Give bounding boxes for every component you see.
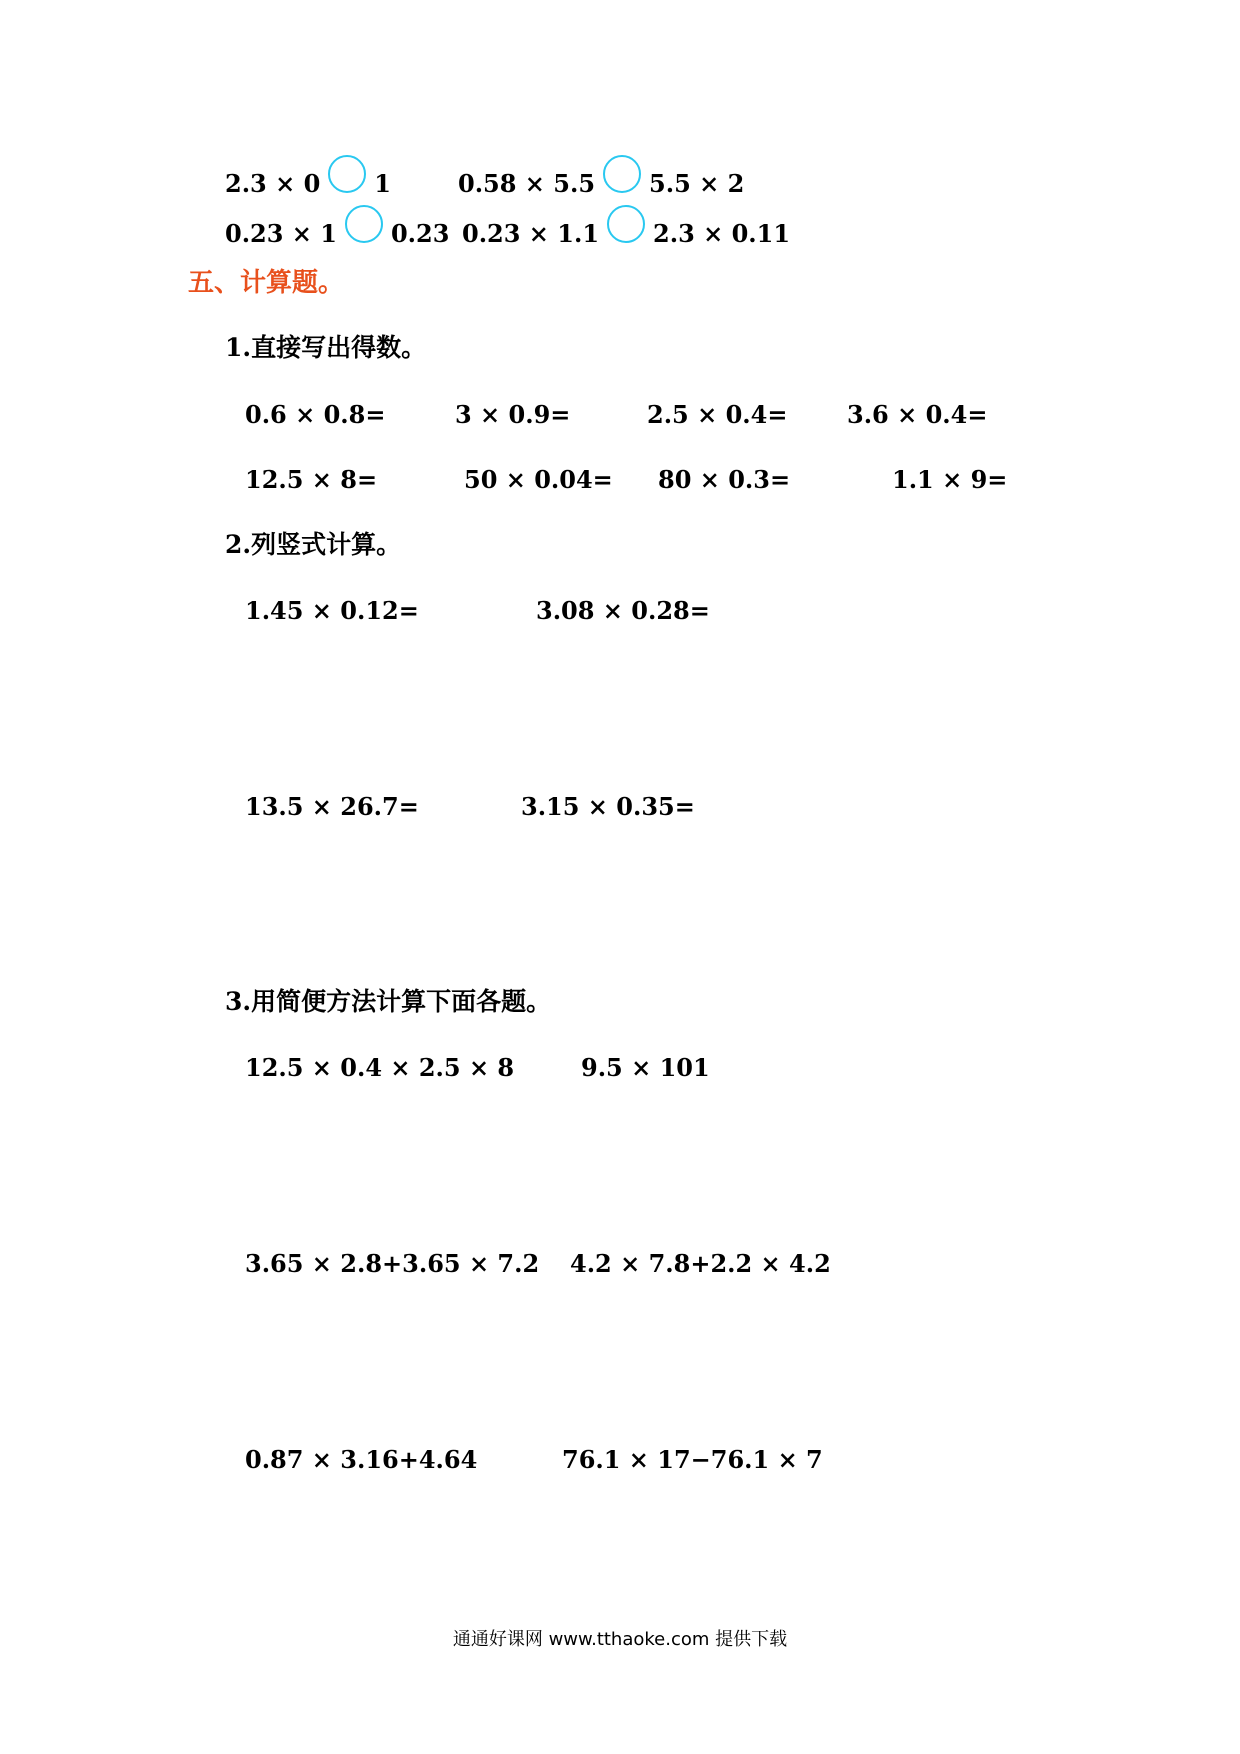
comparison-right: 1 (374, 169, 391, 198)
problem-item: 12.5 × 8= (245, 465, 378, 494)
problem-item: 0.6 × 0.8= (245, 400, 386, 429)
problem-item: 3.65 × 2.8+3.65 × 7.2 (245, 1249, 540, 1278)
blank-circle-icon[interactable] (607, 205, 645, 243)
comparison-row (458, 165, 744, 203)
question-1-title: 1.直接写出得数。 (225, 333, 427, 362)
problem-item: 13.5 × 26.7= (245, 792, 419, 821)
problem-item: 0.87 × 3.16+4.64 (245, 1445, 478, 1474)
problem-item: 1.1 × 9= (892, 465, 1008, 494)
problem-item: 12.5 × 0.4 × 2.5 × 8 (245, 1053, 515, 1082)
comparison-row (462, 215, 790, 253)
problem-item: 4.2 × 7.8+2.2 × 4.2 (570, 1249, 831, 1278)
comparison-right: 2.3 × 0.11 (653, 219, 791, 248)
problem-item: 80 × 0.3= (658, 465, 791, 494)
problem-item: 76.1 × 17−76.1 × 7 (562, 1445, 823, 1474)
problem-item: 50 × 0.04= (464, 465, 613, 494)
comparison-left: 0.23 × 1.1 (462, 219, 600, 248)
blank-circle-icon[interactable] (603, 155, 641, 193)
question-2-title: 2.列竖式计算。 (225, 530, 402, 559)
footer-credit: 通通好课网 www.tthaoke.com 提供下载 (452, 1629, 788, 1650)
problem-item: 3.08 × 0.28= (536, 596, 710, 625)
comparison-row (225, 165, 391, 203)
comparison-left: 0.23 × 1 (225, 219, 337, 248)
problem-item: 2.5 × 0.4= (647, 400, 788, 429)
blank-circle-icon[interactable] (328, 155, 366, 193)
comparison-left: 2.3 × 0 (225, 169, 321, 198)
comparison-right: 5.5 × 2 (649, 169, 745, 198)
comparison-right: 0.23 (390, 219, 450, 248)
section-heading: 五、计算题。 (188, 268, 345, 298)
comparison-row (225, 215, 449, 253)
blank-circle-icon[interactable] (345, 205, 383, 243)
problem-item: 3 × 0.9= (455, 400, 571, 429)
question-3-title: 3.用简便方法计算下面各题。 (225, 987, 552, 1016)
comparison-left: 0.58 × 5.5 (458, 169, 596, 198)
problem-item: 3.15 × 0.35= (521, 792, 695, 821)
problem-item: 9.5 × 101 (581, 1053, 710, 1082)
problem-item: 3.6 × 0.4= (847, 400, 988, 429)
problem-item: 1.45 × 0.12= (245, 596, 419, 625)
